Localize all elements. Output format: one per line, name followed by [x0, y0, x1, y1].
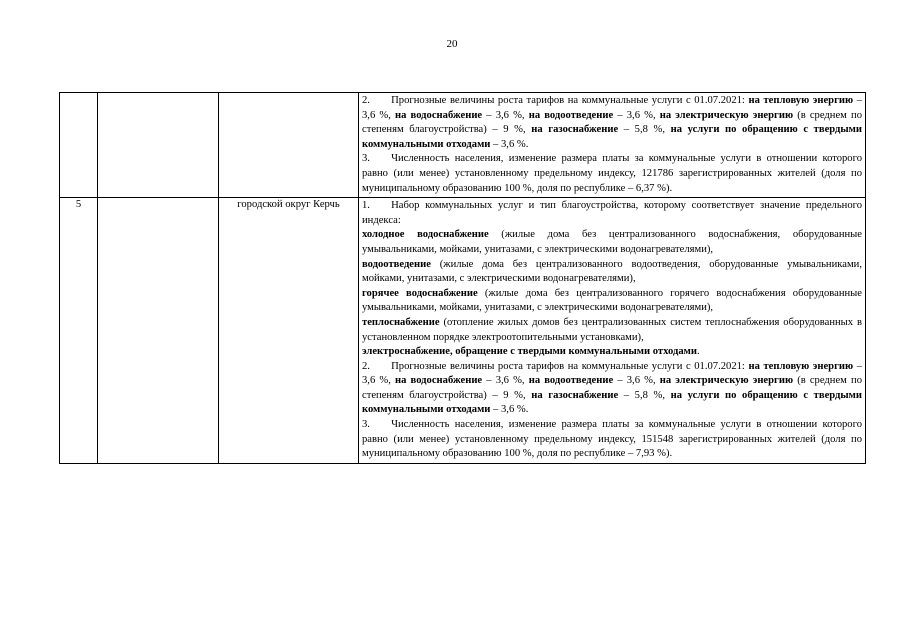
population-paragraph: 3. Численность населения, изменение размера платы за коммунальные услуги в отношении которого равно (или менее) установленному предельному индексу, 151548 зарегистрированных жителей (доля по муниципальному образованию 100 %, доля по республике – 7,93 %).: [362, 419, 862, 460]
heat-energy-label: на тепловую энергию: [748, 95, 854, 106]
electricity-waste-paragraph: электроснабжение, обращение с твердыми коммунальными отходами.: [362, 346, 700, 358]
population-paragraph: 3. Численность населения, изменение размера платы за коммунальные услуги в отношении которого равно (или менее) установленному предельному индексу, 121786 зарегистрированных жителей (доля по муниципальному образованию 100 %, доля по республике – 6,37 %).: [362, 153, 862, 194]
municipality-cell: [219, 93, 359, 198]
heating-paragraph: теплоснабжение (отопление жилых домов без централизованных систем теплоснабжения оборудованных в установленном порядке электроотопительными установками),: [362, 316, 862, 343]
page-number: 20: [446, 38, 458, 50]
waste-label: на услуги по обращению с твердыми коммунальными отходами: [362, 124, 862, 150]
electric-energy-label: на электрическую энергию: [659, 109, 794, 121]
hot-water-paragraph: горячее водоснабжение (жилые дома без централизованного горячего водоснабжения оборудованные умывальниками, мойками, унитазами, с электрическими водонагревателями),: [362, 287, 862, 314]
gas-supply-label: на газоснабжение: [531, 389, 619, 401]
table-row: [60, 93, 866, 198]
empty-cell: [98, 93, 219, 198]
description-cell: [359, 93, 866, 198]
gas-supply-label: на газоснабжение: [531, 124, 619, 136]
drainage-label: на водоотведение: [528, 109, 614, 121]
row-number-cell: 5: [60, 198, 98, 464]
services-intro-paragraph: 1. Набор коммунальных услуг и тип благоустройства, которому соответствует значение предельного индекса:: [362, 200, 862, 226]
water-supply-label: на водоснабжение: [395, 109, 483, 121]
drainage-paragraph: водоотведение (жилые дома без централизованного водоотведения, оборудованные умывальниками, мойками, унитазами, с электрическими водонагревателями),: [362, 258, 862, 285]
tariff-paragraph: 2. Прогнозные величины роста тарифов на коммунальные услуги с 01.07.2021: на тепловую энергию – 3,6 %, на водоснабжение – 3,6 %, на водоотведение – 3,6 %, на электрическую энергию (в среднем по степеням благоустройства) – 9 %, на газоснабжение – 5,8 %, на услуги по обращению с твердыми коммунальными отходами – 3,6 %.: [362, 360, 862, 416]
drainage-label: на водоотведение: [528, 375, 614, 387]
heat-energy-label: на тепловую энергию: [748, 360, 854, 372]
electric-energy-label: на электрическую энергию: [659, 375, 794, 387]
row-number-cell: [60, 93, 98, 198]
water-supply-label: на водоснабжение: [395, 375, 483, 387]
document-table: [59, 92, 866, 464]
waste-label: на услуги по обращению с твердыми коммунальными отходами: [362, 389, 862, 416]
empty-cell: [98, 198, 219, 464]
description-cell: [359, 198, 866, 464]
tariff-paragraph: 2. Прогнозные величины роста тарифов на коммунальные услуги с 01.07.2021: на тепловую энергию – 3,6 %, на водоснабжение – 3,6 %, на водоотведение – 3,6 %, на электрическую энергию (в среднем по степеням благоустройства) – 9 %, на газоснабжение – 5,8 %, на услуги по обращению с твердыми коммунальными отходами – 3,6 %.: [362, 95, 862, 150]
cold-water-paragraph: холодное водоснабжение (жилые дома без централизованного водоснабжения, оборудованные умывальниками, мойками, унитазами, с электрическими водонагревателями),: [362, 229, 862, 255]
municipality-cell: городской округ Керчь: [219, 198, 359, 464]
table-row: [60, 198, 866, 464]
